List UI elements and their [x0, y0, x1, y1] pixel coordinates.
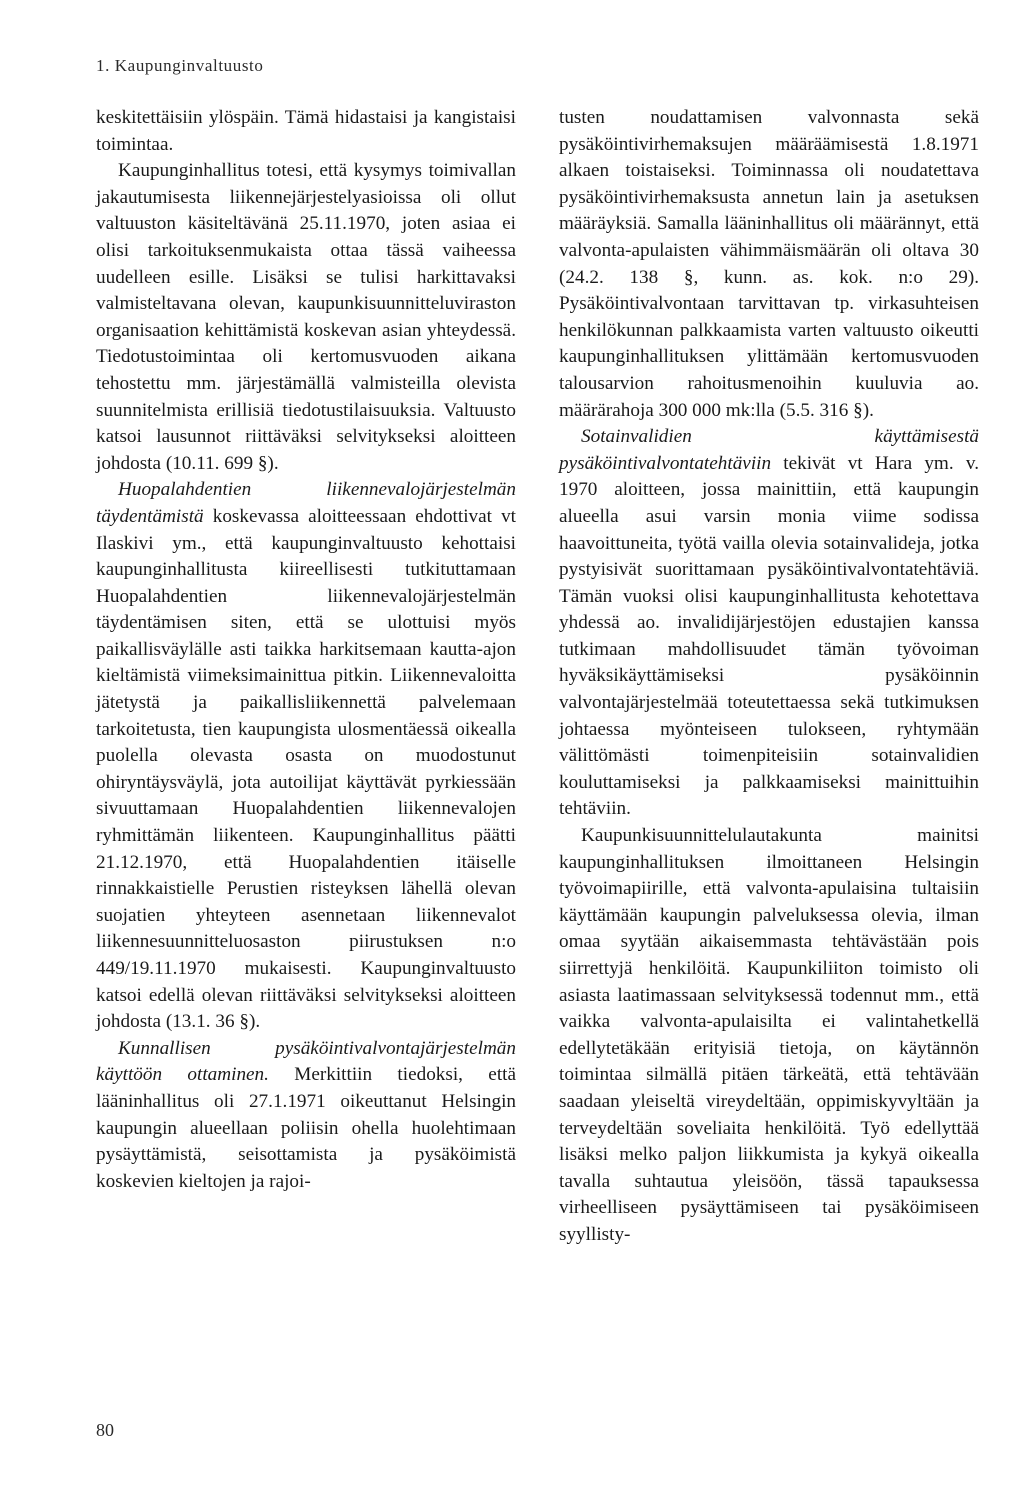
- section-title-huopalahdentie: Huopalahdentien liikennevalojärjestelmän täydentämistä: [96, 479, 516, 527]
- right-column: [559, 105, 979, 1249]
- paragraph-city-planning-board: Kaupunkisuunnittelulautakunta mainitsi kaupunginhallituksen ilmoittaneen Helsingin työvoimapiirille, että valvonta-apulaisina tultaisiin käyttämään kaupungin palveluksessa olevia, ilman omaa syytään aikaisemmasta tehtävästään pois siirrettyjä henkilöitä. Kaupunkiliiton toimisto oli asiasta laatimassaan selvityksessä todennut mm., että vaikka valvonta-apulaisilta ei valintahetkellä edellytetäkään erityisiä tietoja, on käytännön toimintaa silmällä pitäen tärkeätä, että tehtävään saadaan yleiseltä vireydeltään, oppimiskyvyltään ja terveydeltään soveliaita henkilöitä. Työ edellyttää lisäksi melko paljon liikkumista ja kykyä oikealla tavalla suhtautua yleisöön, tässä tapauksessa virheelliseen pysäyttämiseen tai pysäköimiseen syyllisty-: [559, 825, 979, 1245]
- section-title-parking-enforcement: Kunnallisen pysäköintivalvontajärjestelmän käyttöön ottaminen.: [96, 1037, 516, 1086]
- paragraph-war-invalids-text: tekivät vt Hara ym. v. 1970 aloitteen, jossa mainittiin, että kaupungin alueella asui varsin monia viime sodissa haavoittuneita, työtä vailla olevia sotainvalideja, jotka pystyisivät suorittamaan pysäköintivalvontatehtäviä. Tämän vuoksi olisi kaupunginhallitusta kehotettava yhdessä ao. invalidijärjestöjen edustajien kanssa tutkimaan mahdollisuudet tämän työvoiman hyväksikäyttämiseksi pysäköinnin valvontajärjestelmää toteutettaessa sekä tutkimuksen johtaessa myönteiseen tulokseen, ryhtymään välittömästi toimenpiteisiin sotainvalidien kouluttamiseksi ja palkkaamiseksi mainittuihin tehtäviin.: [559, 452, 979, 820]
- paragraph-council-powers: Kaupunginhallitus totesi, että kysymys toimivallan jakautumisesta liikennejärjestelyasioissa oli ollut valtuuston käsiteltävänä 25.11.1970, joten asiaa ei olisi tarkoituksenmukaista ottaa tässä vaiheessa uudelleen esille. Lisäksi se tulisi harkittavaksi valmisteltavana olevan, kaupunkisuunnitteluviraston organisaation kehittämistä koskevan asian yhteydessä. Tiedotustoimintaa oli kertomusvuoden aikana tehostettu mm. järjestämällä valmisteilla olevista suunnitelmista erillisiä tiedotustilaisuuksia. Valtuusto katsoi lausunnot riittäväksi selvitykseksi aloitteen johdosta (10.11. 699 §).: [96, 160, 516, 474]
- section-title-war-invalids: Sotainvalidien käyttämisestä pysäköintivalvontatehtäviin: [559, 426, 979, 474]
- running-head: 1. Kaupunginvaltuusto: [96, 56, 264, 75]
- paragraph-parking-enforcement-text: Merkittiin tiedoksi, että lääninhallitus oli 27.1.1971 oikeuttanut Helsingin kaupungin alueellaan poliisin ohella huolehtimaan pysäyttämistä, seisottamista ja pysäköimistä koskevien kieltojen ja rajoi-: [96, 1064, 517, 1192]
- paragraph-huopalahdentie: [96, 477, 516, 1035]
- paragraph-huopalahdentie-text: koskevassa aloitteessaan ehdottivat vt Ilaskivi ym., että kaupunginvaltuusto kehottaisi kaupunginhallitusta kiireellisesti tutkituttamaan Huopalahdentien liikennevalojärjestelmän täydentämisen siten, että se ulottuisi myös paikallisväylälle asti taikka harkitsemaan kautta-ajon kieltämistä viimeksimainittua pitkin. Liikennevaloitta jätetystä ja paikallisliikennettä palvelemaan tarkoitetusta, tien kaupungista ulosmentäessä oikealla puolella olevasta osasta on muodostunut ohiryntäysväylä, jota autoilijat käyttävät pyrkiessään sivuuttamaan Huopalahdentien liikennevalojen ryhmittämän liikenteen. Kaupunginhallitus päätti 21.12.1970, että Huopalahdentien itäiselle rinnakkaistielle Perustien risteyksen lähellä olevan suojatien yhteyteen asennetaan liikennevalot liikennesuunnitteluosaston piirustuksen n:o 449/19.11.1970 mukaisesti. Kaupunginvaltuusto katsoi edellä olevan riittäväksi selvitykseksi aloitteen johdosta (13.1. 36 §).: [96, 505, 516, 1033]
- page-number: 80: [96, 1420, 114, 1440]
- paragraph-parking-continued: tusten noudattamisen valvonnasta sekä pysäköintivirhemaksujen määräämisestä 1.8.1971 alkaen toistaiseksi. Toiminnassa oli noudatettava pysäköintivirhemaksusta annetun lain ja asetuksen määräyksiä. Samalla lääninhallitus oli määrännyt, että valvonta-apulaisten vähimmäismäärän oli oltava 30 (24.2. 138 §, kunn. as. kok. n:o 29). Pysäköintivalvontaan tarvittavan tp. virkasuhteisen henkilökunnan palkkaamista varten valtuusto oikeutti kaupunginhallituksen ylittämään kertomusvuoden talousarvion rahoitusmenoihin kuuluvia ao. määrärahoja 300 000 mk:lla (5.5. 316 §).: [559, 107, 979, 421]
- paragraph-war-invalids: [559, 424, 979, 823]
- paragraph-continuation: keskitettäisiin ylöspäin. Tämä hidastaisi ja kangistaisi toimintaa.: [96, 107, 516, 155]
- left-column: [96, 105, 516, 1195]
- paragraph-parking-enforcement: [96, 1036, 516, 1196]
